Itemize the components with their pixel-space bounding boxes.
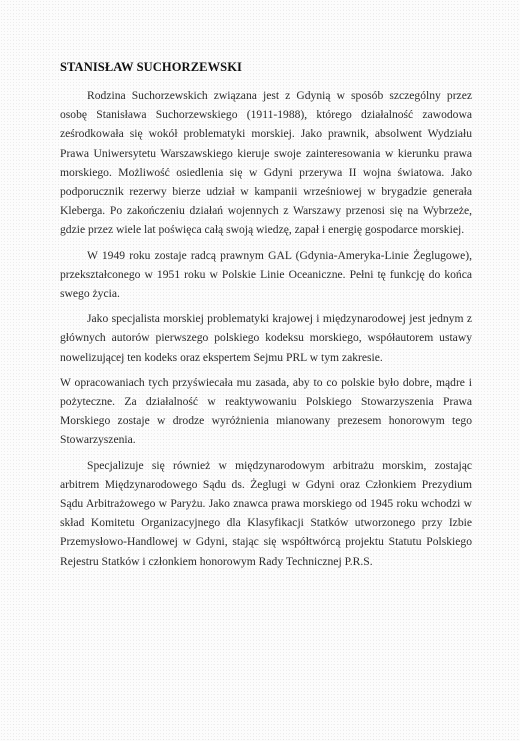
paragraph-biography-intro: Rodzina Suchorzewskich związana jest z Gdynią w sposób szczególny przez osobę Stanisława Suchorzewskiego (1911-1988), którego działalność zawodowa ześrodkowała się wokół problematyki morskiej. Jako prawnik, absolwent Wydziału Prawa Uniwersytetu Warszawskiego kieruje swoje zainteresowania w kierunku prawa morskiego. Możliwość osiedlenia się w Gdyni przerywa II wojna światowa. Jako podporucznik rezerwy bierze udział w kampanii wrześniowej w brygadzie generała Kleberga. Po zakończeniu działań wojennych z Warszawy przenosi się na Wybrzeże, gdzie przez wiele lat poświęca całą swoją wiedzę, zapał i energię gospodarce morskiej. [60, 89, 472, 237]
paragraph-gal-counsel: W 1949 roku zostaje radcą prawnym GAL (Gdynia-Ameryka-Linie Żeglugowe), przekształconego w 1951 roku w Polskie Linie Oceaniczne. Pełni tę funkcję do końca swego życia. [60, 248, 472, 301]
paragraph-arbitration: Specjalizuje się również w międzynarodowym arbitrażu morskim, zostając arbitrem Międzynarodowego Sądu ds. Żeglugi w Gdyni oraz Członkiem Prezydium Sądu Arbitrażowego w Paryżu. Jako znawca prawa morskiego od 1945 roku wchodzi w skład Komitetu Organizacyjnego dla Klasyfikacji Statków utworzonego przy Izbie Przemysłowo-Handlowej w Gdyni, stając się współtwórcą projektu Statutu Polskiego Rejestru Statków i członkiem honorowym Rady Technicznej P.R.S. [60, 458, 472, 568]
document-title: STANISŁAW SUCHORZEWSKI [60, 60, 243, 74]
paragraph-maritime-code: Jako specjalista morskiej problematyki krajowej i międzynarodowej jest jednym z głównych autorów pierwszego polskiego kodeksu morskiego, współautorem ustawy nowelizującej ten kodeks oraz ekspertem Sejmu PRL w tym zakresie. [60, 312, 472, 364]
document-body [60, 59, 472, 577]
paragraph-principles: W opracowaniach tych przyświecała mu zasada, aby to co polskie było dobre, mądre i pożyteczne. Za działalność w reaktywowaniu Polskiego Stowarzyszenia Prawa Morskiego zostaje w drodze wyróżnienia mianowany prezesem honorowym tego Stowarzyszenia. [60, 375, 472, 447]
